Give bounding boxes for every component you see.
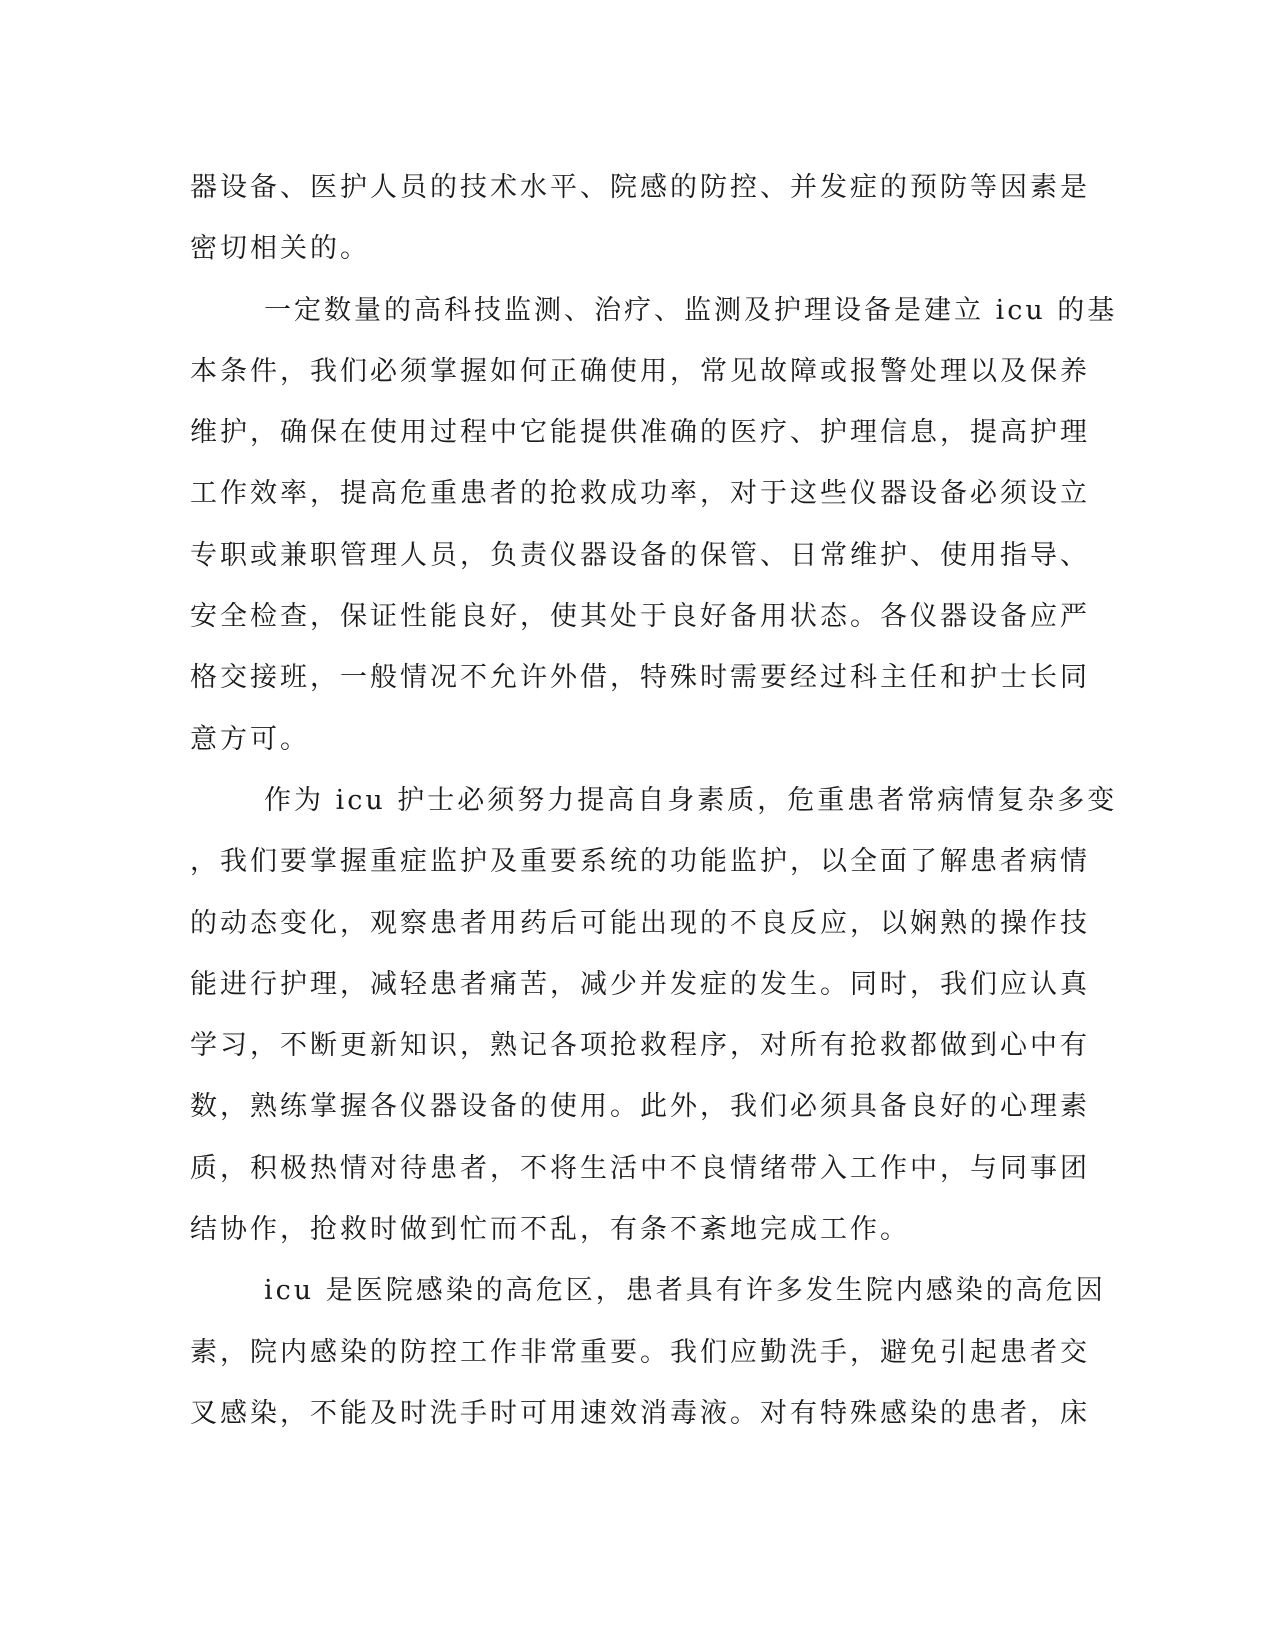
text-line: 专职或兼职管理人员，负责仪器设备的保管、日常维护、使用指导、 <box>190 539 1090 571</box>
paragraph-first-line: icu 是医院感染的高危区，患者具有许多发生院内感染的高危因 <box>264 1275 1106 1307</box>
text-line: 数，熟练掌握各仪器设备的使用。此外，我们必须具备良好的心理素 <box>190 1091 1090 1123</box>
text-line: 素，院内感染的防控工作非常重要。我们应勤洗手，避免引起患者交 <box>190 1336 1090 1368</box>
paragraph-first-line: 作为 icu 护士必须努力提高自身素质，危重患者常病情复杂多变 <box>264 784 1118 816</box>
text-line: 质，积极热情对待患者，不将生活中不良情绪带入工作中，与同事团 <box>190 1152 1090 1184</box>
document-body <box>190 157 1118 1444</box>
text-line: 意方可。 <box>190 723 310 755</box>
text-line: 器设备、医护人员的技术水平、院感的防控、并发症的预防等因素是 <box>190 172 1090 203</box>
text-line: 工作效率，提高危重患者的抢救成功率，对于这些仪器设备必须设立 <box>190 478 1090 510</box>
text-line: 的动态变化，观察患者用药后可能出现的不良反应，以娴熟的操作技 <box>190 907 1090 939</box>
text-line: ，我们要掌握重症监护及重要系统的功能监护，以全面了解患者病情 <box>190 846 1090 878</box>
text-line: 学习，不断更新知识，熟记各项抢救程序，对所有抢救都做到心中有 <box>190 1030 1090 1062</box>
text-line: 密切相关的。 <box>190 233 370 265</box>
text-line: 维护，确保在使用过程中它能提供准确的医疗、护理信息，提高护理 <box>190 417 1090 449</box>
text-line: 本条件，我们必须掌握如何正确使用，常见故障或报警处理以及保养 <box>190 355 1090 387</box>
paragraph-first-line: 一定数量的高科技监测、治疗、监测及护理设备是建立 icu 的基 <box>264 294 1118 326</box>
text-line: 安全检查，保证性能良好，使其处于良好备用状态。各仪器设备应严 <box>190 601 1090 633</box>
text-line: 能进行护理，减轻患者痛苦，减少并发症的发生。同时，我们应认真 <box>190 968 1090 1000</box>
text-line: 结协作，抢救时做到忙而不乱，有条不紊地完成工作。 <box>190 1214 910 1246</box>
text-line: 叉感染，不能及时洗手时可用速效消毒液。对有特殊感染的患者，床 <box>190 1397 1090 1429</box>
text-line: 格交接班，一般情况不允许外借，特殊时需要经过科主任和护士长同 <box>190 662 1090 694</box>
